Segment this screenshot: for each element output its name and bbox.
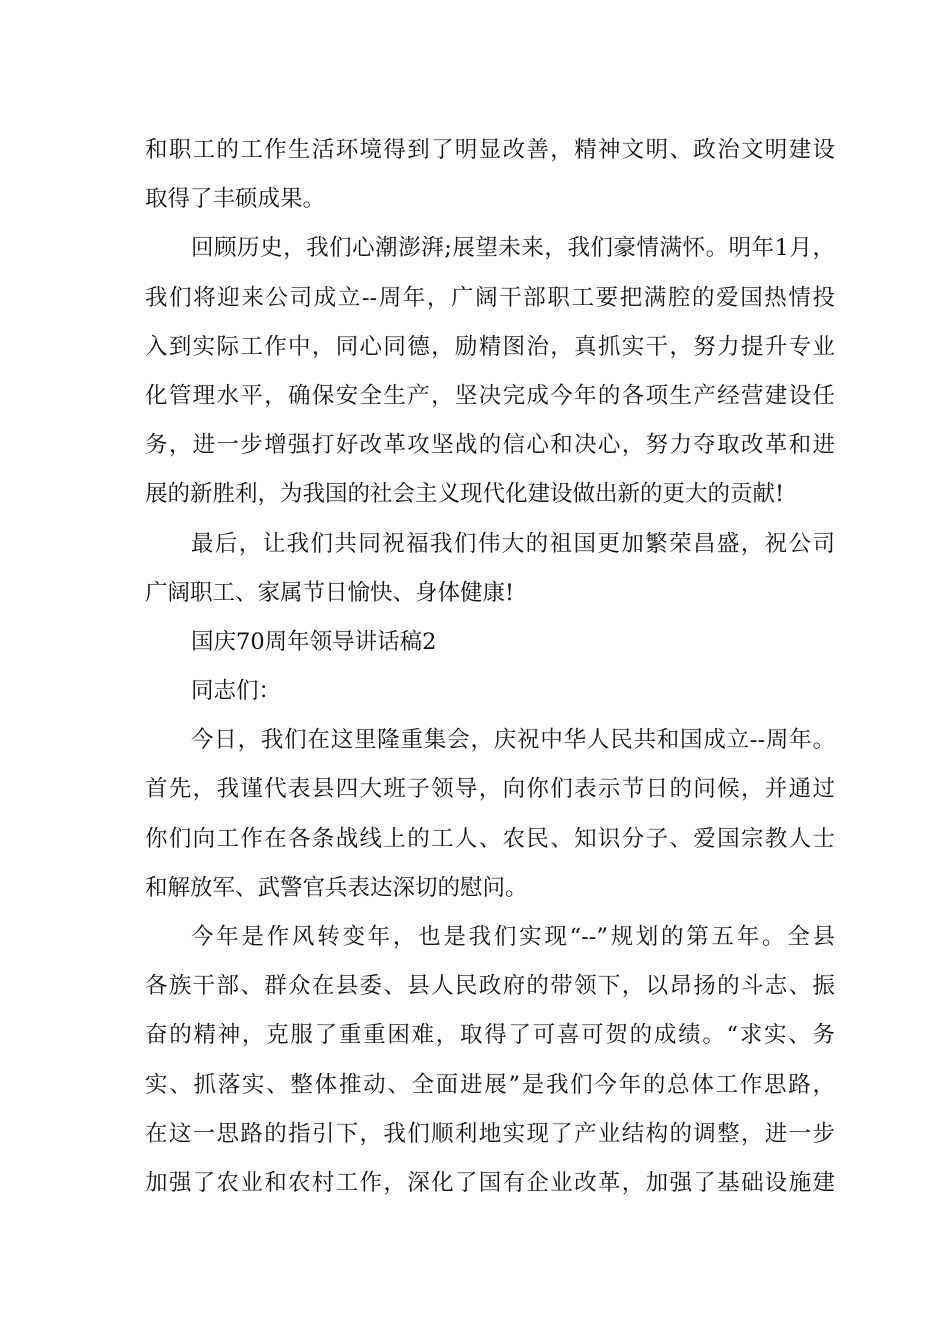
text-line: 和解放军、武警官兵表达深切的慰问。 [145, 874, 528, 901]
text-line: 你们向工作在各条战线上的工人、农民、知识分子、爱国宗教人士 [145, 825, 835, 852]
text-line: 入到实际工作中，同心同德，励精图治，真抓实干，努力提升专业 [145, 333, 835, 360]
text-line: 首先，我谨代表县四大班子领导，向你们表示节日的问候，并通过 [145, 776, 835, 803]
text-line: 务，进一步增强打好改革攻坚战的信心和决心，努力夺取改革和进 [145, 432, 835, 459]
text-line: 广阔职工、家属节日愉快、身体健康! [145, 579, 515, 606]
text-line: 取得了丰硕成果。 [145, 186, 326, 213]
text-line: 今年是作风转变年，也是我们实现“--”规划的第五年。全县 [191, 924, 835, 950]
text-line: 同志们： [191, 678, 282, 705]
text-line: 加强了农业和农村工作，深化了国有企业改革，加强了基础设施建 [145, 1169, 835, 1196]
text-line: 和职工的工作生活环境得到了明显改善，精神文明、政治文明建设 [145, 137, 835, 163]
document-page [145, 126, 835, 1208]
text-line: 各族干部、群众在县委、县人民政府的带领下，以昂扬的斗志、振 [145, 973, 835, 1000]
text-line: 展的新胜利，为我国的社会主义现代化建设做出新的更大的贡献! [145, 481, 785, 508]
text-line: 我们将迎来公司成立--周年，广阔干部职工要把满腔的爱国热情投 [145, 284, 835, 311]
text-line: 国庆70周年领导讲话稿2 [191, 628, 437, 655]
text-line: 今日，我们在这里隆重集会，庆祝中华人民共和国成立--周年。 [191, 727, 835, 754]
text-line: 回顾历史，我们心潮澎湃;展望未来，我们豪情满怀。明年1月， [191, 235, 835, 262]
text-line: 实、抓落实、整体推动、全面进展”是我们今年的总体工作思路， [145, 1071, 835, 1098]
text-line: 奋的精神，克服了重重困难，取得了可喜可贺的成绩。“求实、务 [145, 1022, 835, 1049]
text-line: 化管理水平，确保安全生产，坚决完成今年的各项生产经营建设任 [145, 382, 835, 409]
text-line: 最后，让我们共同祝福我们伟大的祖国更加繁荣昌盛，祝公司 [191, 530, 835, 557]
text-line: 在这一思路的指引下，我们顺利地实现了产业结构的调整，进一步 [145, 1120, 835, 1147]
